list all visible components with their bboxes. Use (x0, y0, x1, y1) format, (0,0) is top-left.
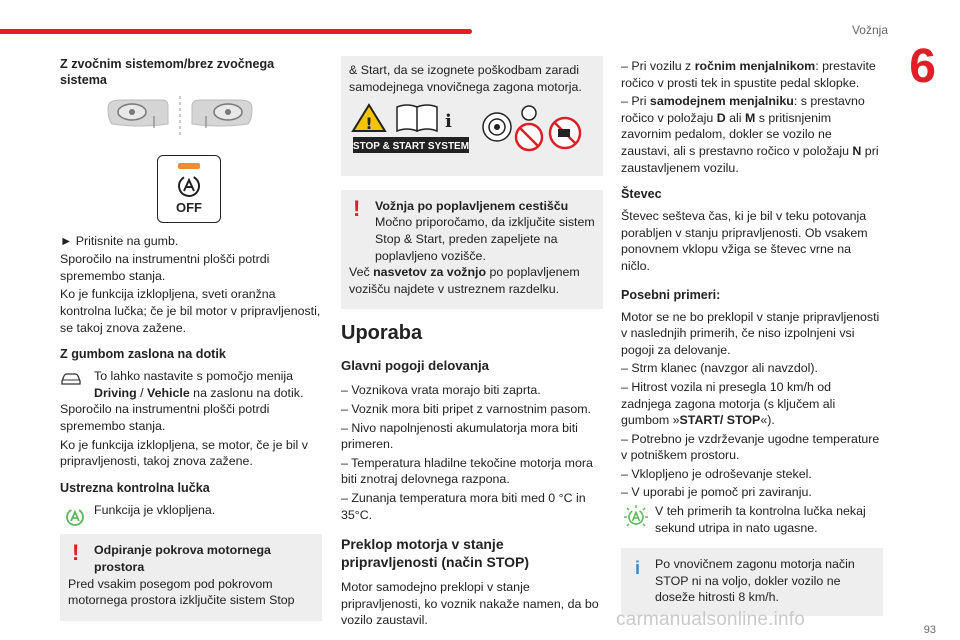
special-item: – Strm klanec (navzgor ali navzdol). (621, 361, 818, 376)
blink-text: V teh primerih ta kontrolna lučka nekaj sekund utripa in nato ugasne. (655, 504, 866, 535)
chapter-number: 6 (909, 40, 936, 93)
touchscreen-text-end: na zaslonu na dotik. (189, 385, 304, 400)
flood-more-bold: nasvetov za vožnjo (373, 265, 487, 280)
manual-gearbox-item (621, 58, 883, 91)
paragraph-message-2: Sporočilo na instrumentni plošči potrdi spremembo stanja. (60, 402, 270, 433)
info-text: Po vnovičnem zagonu motorja način STOP ni na voljo, dokler vozilo ne doseže hitrosti 8 km/h. (655, 557, 855, 605)
special-item: – Potrebno je vzdrževanje ugodne temperature v potniškem prostoru. (621, 431, 880, 463)
warning-continued-text: & Start, da se izognete poškodbam zaradi samodejnega vnovičnega zagona motorja. (349, 63, 582, 94)
paragraph-message: Sporočilo na instrumentni plošči potrdi spremembo stanja. (60, 252, 270, 283)
watermark: carmanualsonline.info (616, 609, 806, 630)
info-note (629, 556, 875, 606)
special-item-2-end: «). (760, 413, 775, 428)
auto-text-a: – Pri (621, 94, 650, 109)
warning-bonnet (68, 542, 314, 575)
header-accent-bar (0, 29, 472, 34)
flood-more-text: Več (349, 265, 374, 280)
manual-text-c: : prestavite ročico v prosti tek in spustite pedal sklopke. (621, 59, 876, 90)
auto-a-green-icon (64, 506, 86, 528)
gear-n: N (852, 143, 862, 158)
stop-start-off-button[interactable] (157, 155, 221, 223)
auto-text-c: : s prestavno ročico v položaju (621, 94, 865, 125)
auto-text-bold: samodejnem menjalniku (649, 94, 794, 109)
special-item: – Vklopljeno je odroševanje stekel. (621, 466, 812, 481)
auto-text-e: ali (725, 110, 745, 125)
warning-box-bonnet (60, 534, 322, 620)
column-left (60, 56, 322, 621)
steering-wheel-diagram (100, 94, 260, 144)
heading-special-cases: Posebni primeri: (621, 287, 721, 302)
auto-a-icon (177, 174, 201, 198)
info-box (621, 548, 883, 616)
column-middle (341, 56, 603, 631)
gear-d: D (716, 110, 726, 125)
heading-counter: Števec (621, 187, 662, 202)
touchscreen-text: To lahko nastavite s pomočjo menija (94, 369, 294, 384)
menu-vehicle: Vehicle (147, 385, 190, 400)
warning-exclamation-icon: ! (353, 195, 361, 221)
paragraph-off-2: Ko je funkcija izklopljena, se motor, če je bil v pripravljenosti, takoj znova zažene. (60, 437, 308, 469)
heading-stop-mode: Preklop motorja v stanje pripravljenosti (način STOP) (341, 536, 530, 571)
warning-box-flood (341, 190, 603, 310)
auto-text-i: pri zaustavljenem vozilu. (621, 143, 879, 175)
gear-m: M (744, 110, 756, 125)
column-right (621, 58, 883, 616)
counter-text: Števec sešteva čas, ki je bil v teku potovanja porabljen v stanju pripravljenosti. Ob vsakem ponovnem vklopu vžiga se števec vrne na ničlo. (621, 209, 868, 273)
flood-more-end: po poplavljenem vozišču najdete v ustreznem razdelku. (349, 265, 580, 296)
touchscreen-note (60, 368, 322, 401)
svg-text:i: i (445, 111, 452, 133)
paragraph-off: Ko je funkcija izklopljena, sveti oranžna kontrolna lučka; če je bil motor v pripravljenosti, se takoj znova zažene. (60, 287, 321, 335)
car-icon (60, 372, 82, 386)
stop-mode-text: Motor samodejno preklopi v stanje pripravljenosti, ko voznik nakaže namen, da bo vozilo zaustavil. (341, 580, 599, 628)
menu-separator: / (136, 385, 148, 400)
start-stop-key: START/ STOP (679, 413, 761, 428)
condition-item: – Nivo napolnjenosti akumulatorja mora biti primeren. (341, 420, 578, 452)
special-item: – V uporabi je pomoč pri zaviranju. (621, 485, 812, 500)
section-title: Vožnja (851, 23, 888, 37)
heading-main-conditions: Glavni pogoji delovanja (341, 358, 490, 374)
heading-touchscreen: Z gumbom zaslona na dotik (60, 347, 226, 362)
manual-text-bold: ročnim menjalnikom (694, 59, 816, 73)
warning-text: Pred vsakim posegom pod pokrovom motornega prostora izključite sistem Stop (68, 576, 295, 608)
warning-flood-title: Vožnja po poplavljenem cestišču (375, 198, 569, 213)
button-off-label: OFF (176, 199, 202, 215)
blinking-auto-a-icon (621, 503, 651, 529)
special-item-2-text: – Hitrost vozila ni presegla 10 km/h od zadnjega zagona motorja (s ključem ali gumbom » (621, 379, 836, 428)
warning-flood-text: Močno priporočamo, da izključite sistem Stop & Start, preden zapeljete na poplavljeno vozišče. (375, 215, 595, 263)
stop-start-label-image (349, 99, 589, 157)
svg-text:!: ! (365, 114, 373, 134)
auto-gearbox-item (621, 93, 883, 176)
lamp-note (60, 502, 322, 519)
special-item (621, 379, 883, 429)
instruction-press: ► Pritisnite na gumb. (60, 233, 179, 248)
condition-item: – Voznik mora biti pripet z varnostnim pasom. (341, 401, 591, 416)
special-intro: Motor se ne bo preklopil v stanje pripravljenosti v naslednjih primerih, če niso izpolnjeni vsi pogoji za delovanje. (621, 309, 880, 357)
warning-exclamation-icon: ! (72, 540, 80, 566)
warning-title: Odpiranje pokrova motornega prostora (94, 543, 271, 574)
heading-use: Uporaba (341, 322, 423, 345)
warning-box-continued (341, 56, 603, 176)
manual-text-a: – Pri vozilu z (621, 59, 695, 73)
condition-item: – Zunanja temperatura mora biti med 0 °C in 35°C. (341, 490, 586, 522)
stop-start-system-label: STOP & START SYSTEM (352, 141, 470, 153)
page-number: 93 (923, 624, 936, 636)
orange-indicator-led (178, 163, 200, 169)
lamp-text: Funkcija je vklopljena. (94, 502, 216, 517)
condition-item: – Temperatura hladilne tekočine motorja mora biti znotraj delovnega razpona. (341, 455, 593, 487)
info-icon: i (635, 558, 641, 579)
heading-sound-system: Z zvočnim sistemom/brez zvočnega sistema (60, 57, 275, 87)
menu-driving: Driving (94, 385, 137, 400)
heading-warning-lamp: Ustrezna kontrolna lučka (60, 480, 210, 495)
blink-note (621, 503, 883, 536)
condition-item: – Voznikova vrata morajo biti zaprta. (341, 383, 541, 398)
warning-flood (349, 195, 595, 264)
auto-text-g: s pritisnjenim zavornim pedalom, dokler se vozilo ne zaustavi, ali s prestavno ročico v položaju (621, 110, 853, 158)
